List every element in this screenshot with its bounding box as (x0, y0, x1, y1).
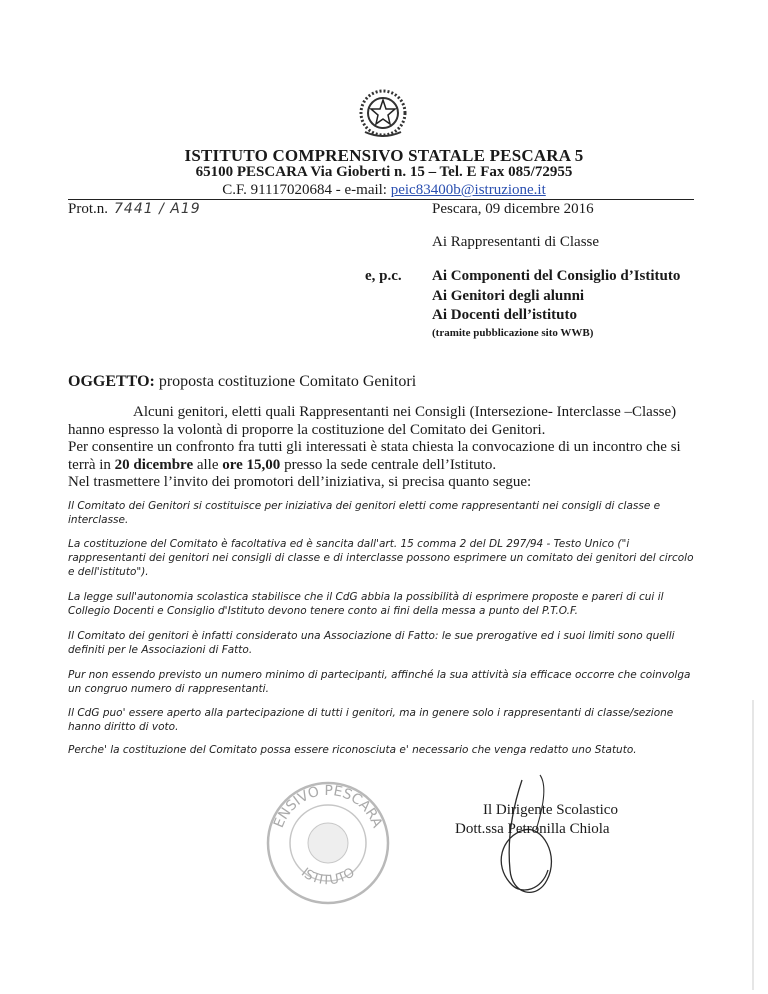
svg-text:ISTITUTO (298, 865, 358, 888)
info-point: Pur non essendo previsto un numero minimo di partecipanti, affinché la sua attività sia efficace occorre che coinvolga un congruo numero di rappresentanti. (68, 669, 691, 695)
letter-date: Pescara, 09 dicembre 2016 (432, 201, 594, 217)
info-point: Il Comitato dei Genitori si costituisce per iniziativa dei genitori eletti come rappresentanti nei consigli di classe e interclasse. (68, 500, 661, 526)
italian-republic-emblem-icon (355, 86, 411, 142)
header-divider (68, 199, 694, 200)
info-point: Il CdG puo' essere aperto alla partecipazione di tutti i genitori, ma in genere solo i rappresentanti di classe/sezione hanno diritto di voto. (68, 707, 674, 733)
body-meeting-connector: alle (193, 456, 223, 473)
body-meeting: Per consentire un confronto fra tutti gli interessati è stata chiesta la convocazione di un incontro che si terrà in (68, 439, 681, 473)
body-meeting-place: presso la sede centrale dell’Istituto. (280, 456, 497, 473)
subject-line (68, 373, 416, 391)
institute-name: ISTITUTO COMPRENSIVO STATALE PESCARA 5 (184, 146, 584, 165)
subject-text: proposta costituzione Comitato Genitori (154, 373, 417, 390)
cc-recipient: Ai Componenti del Consiglio d’Istituto (432, 268, 681, 284)
scan-edge (752, 700, 754, 990)
institute-contacts (0, 182, 768, 199)
cc-label: e, p.c. (365, 268, 402, 284)
body-closing: Nel trasmettere l’invito dei promotori dell’iniziativa, si precisa quanto segue: (68, 474, 532, 490)
stamp-top-text: ENSIVO PESCARA (270, 782, 386, 831)
info-point: La legge sull'autonomia scolastica stabilisce che il CdG abbia la possibilità di esprimere proposte e pareri di cui il Collegio Docenti e Consiglio d'Istituto devono tenere conto ai fini della messa a punto del P.T.O.F. (68, 591, 664, 617)
stamp-bottom-text: ISTITUTO (298, 865, 358, 889)
cc-recipient: Ai Docenti dell’istituto (432, 307, 577, 323)
meeting-time: ore 15,00 (222, 456, 281, 473)
body-paragraph (68, 404, 708, 492)
info-point: Il Comitato dei genitori è infatti considerato una Associazione di Fatto: le sue prerogative ed i suoi limiti sono quelli definiti per le Associazioni di Fatto. (68, 630, 675, 656)
protocol-number (68, 201, 201, 218)
school-stamp (258, 773, 398, 913)
signatory-title: Il Dirigente Scolastico (483, 802, 618, 818)
email-link[interactable]: peic83400b@istruzione.it (390, 182, 546, 198)
meeting-date: 20 dicembre (114, 456, 194, 473)
info-point: Perche' la costituzione del Comitato possa essere riconosciuta e' necessario che venga redatto uno Statuto. (68, 744, 637, 756)
cc-recipient: Ai Genitori degli alunni (432, 288, 585, 304)
publication-note: (tramite pubblicazione sito WWB) (432, 327, 594, 339)
protocol-label: Prot.n. (68, 201, 109, 217)
signatory-name: Dott.ssa Petronilla Chiola (455, 821, 610, 837)
info-point: La costituzione del Comitato è facoltativa ed è sancita dall'art. 15 comma 2 del DL 297/94 - Testo Unico ("i rappresentanti dei genitori nei consigli di classe e di interclasse possono esprimere un comitato dei genitori del circolo e dell'istituto"). (68, 538, 694, 578)
tax-code-label: C.F. 91117020684 - e-mail: (222, 182, 391, 198)
body-intro: Alcuni genitori, eletti quali Rappresentanti nei Consigli (Intersezione- Interclasse –Classe) hanno espresso la volontà di proporre la costituzione del Comitato dei Genitori. (68, 404, 677, 438)
addressee: Ai Rappresentanti di Classe (432, 234, 600, 250)
subject-label: OGGETTO: (68, 373, 155, 390)
protocol-handwritten: 7441 / A19 (114, 201, 201, 217)
handwritten-signature (452, 770, 592, 910)
institute-address: 65100 PESCARA Via Gioberti n. 15 – Tel. E Fax 085/72955 (195, 164, 573, 180)
